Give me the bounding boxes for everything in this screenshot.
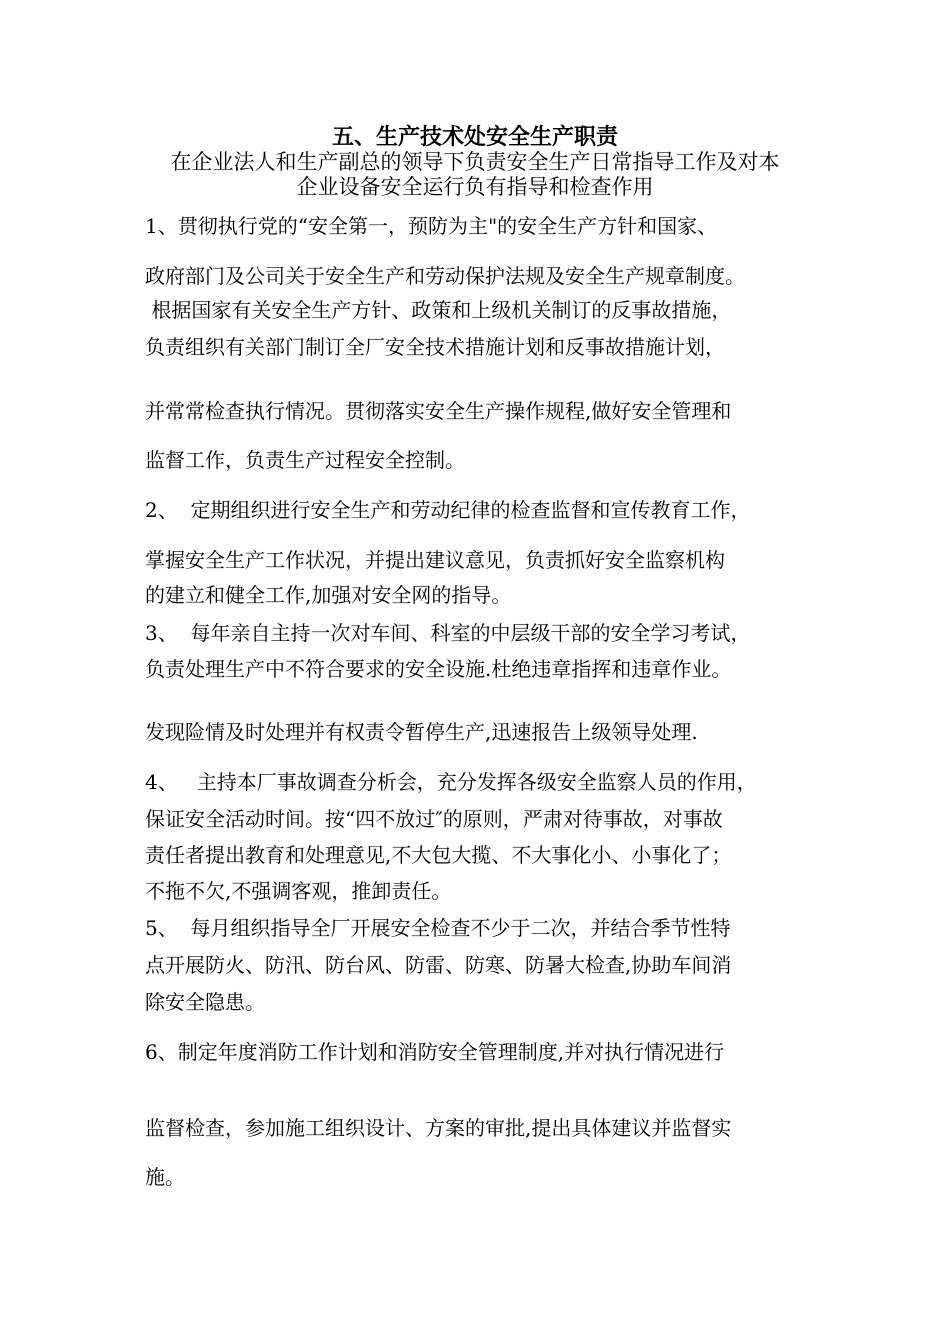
body-line: 监督工作，负责生产过程安全控制。 bbox=[145, 448, 465, 472]
body-line: 点开展防火、防汛、防台风、防雷、防寒、防暑大检查,协助车间消 bbox=[145, 953, 732, 977]
subtitle-line-2: 企业设备安全运行负有指导和检查作用 bbox=[296, 175, 654, 199]
body-line: 的建立和健全工作,加强对安全网的指导。 bbox=[145, 583, 512, 607]
body-line: 6、制定年度消防工作计划和消防安全管理制度,并对执行情况进行 bbox=[145, 1040, 725, 1064]
body-line: 1、贯彻执行党的“安全第一，预防为主"的安全生产方针和国家、 bbox=[145, 214, 718, 238]
document-title: 五、生产技术处安全生产职责 bbox=[331, 124, 618, 150]
body-line: 并常常检查执行情况。贯彻落实安全生产操作规程,做好安全管理和 bbox=[145, 399, 732, 423]
body-line: 施。 bbox=[145, 1165, 185, 1189]
body-line: 监督检查，参加施工组织设计、方案的审批,提出具体建议并监督实 bbox=[145, 1116, 732, 1140]
body-line: 不拖不欠,不强调客观，推卸责任。 bbox=[145, 879, 452, 903]
body-line: 5、 每月组织指导全厂开展安全检查不少于二次，并结合季节性特 bbox=[145, 916, 731, 940]
body-line: 根据国家有关安全生产方针、政策和上级机关制订的反事故措施， bbox=[145, 298, 732, 322]
body-line: 4、 主持本厂事故调查分析会，充分发挥各级安全监察人员的作用， bbox=[145, 770, 757, 794]
subtitle-line-1: 在企业法人和生产副总的领导下负责安全生产日常指导工作及对本 bbox=[170, 150, 780, 174]
body-line: 保证安全活动时间。按“四不放过″的原则，严肃对待事故，对事故 bbox=[145, 807, 723, 831]
body-line: 负责处理生产中不符合要求的安全设施.杜绝违章指挥和违章作业。 bbox=[145, 657, 732, 681]
body-line: 责任者提出教育和处理意见,不大包大揽、不大事化小、小事化了； bbox=[145, 843, 732, 867]
body-line: 除安全隐患。 bbox=[145, 990, 265, 1014]
body-line: 掌握安全生产工作状况，并提出建议意见，负责抓好安全监察机构 bbox=[145, 548, 725, 572]
body-line: 政府部门及公司关于安全生产和劳动保护法规及安全生产规章制度。 bbox=[145, 264, 745, 288]
body-line: 负责组织有关部门制订全厂安全技术措施计划和反事故措施计划， bbox=[145, 335, 725, 359]
body-line: 发现险情及时处理并有权责令暂停生产,迅速报告上级领导处理. bbox=[145, 720, 698, 744]
body-line: 3、 每年亲自主持一次对车间、科室的中层级干部的安全学习考试， bbox=[145, 621, 751, 645]
body-line: 2、 定期组织进行安全生产和劳动纪律的检查监督和宣传教育工作， bbox=[145, 498, 751, 522]
